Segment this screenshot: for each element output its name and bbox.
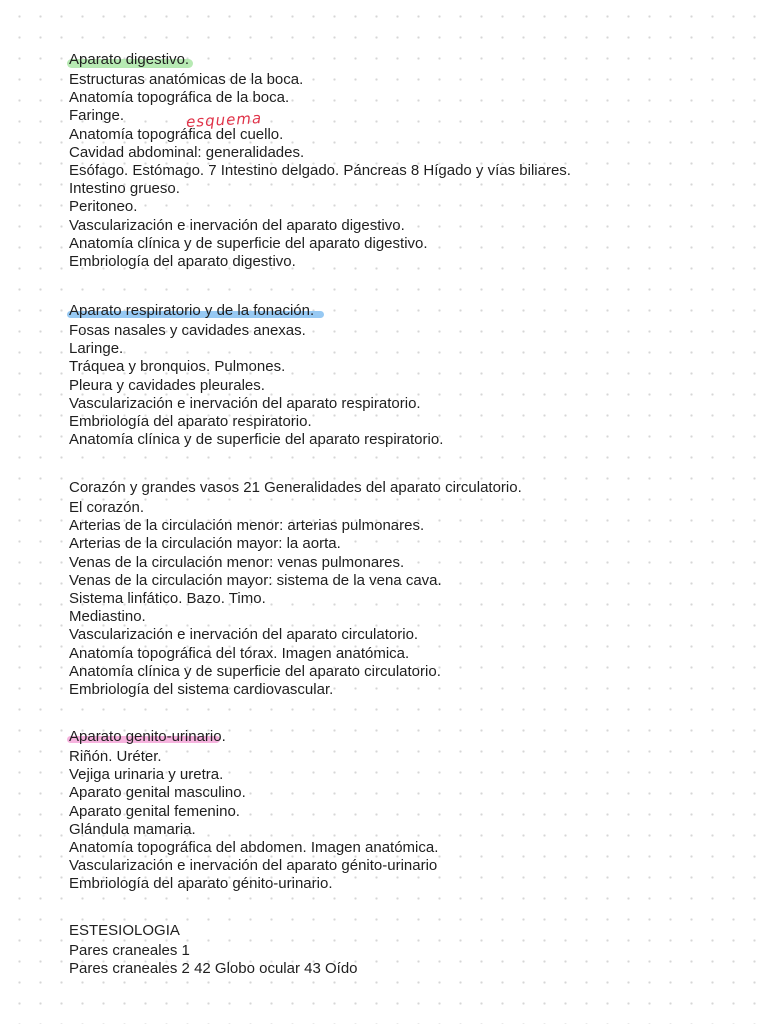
list-item: Arterias de la circulación mayor: la aorta.	[69, 535, 341, 553]
list-item: Embriología del aparato digestivo.	[69, 253, 296, 271]
list-item: Anatomía clínica y de superficie del aparato digestivo.	[69, 234, 428, 252]
topic-list	[69, 499, 522, 699]
list-item: Faringe.	[69, 107, 125, 125]
list-item: Laringe.	[69, 340, 124, 358]
list-item: Embriología del aparato respiratorio.	[69, 413, 312, 431]
topic-list	[69, 942, 358, 978]
list-item: Intestino grueso.	[69, 180, 180, 198]
list-item: Cavidad abdominal: generalidades.	[69, 143, 305, 161]
list-item: Tráquea y bronquios. Pulmones.	[69, 358, 286, 376]
list-item: Anatomía topográfica del tórax. Imagen anatómica.	[69, 644, 410, 662]
handwritten-annotation: esquema	[185, 109, 263, 131]
list-item: Vejiga urinaria y uretra.	[69, 766, 224, 784]
list-item: Embriología del sistema cardiovascular.	[69, 681, 334, 699]
section-genito-urinario	[69, 727, 438, 894]
section-circulatorio	[69, 478, 522, 699]
section-title: Corazón y grandes vasos 21 Generalidades del aparato circulatorio.	[69, 479, 522, 496]
list-item: Riñón. Uréter.	[69, 748, 162, 765]
list-item: Glándula mamaria.	[69, 820, 196, 838]
list-item: Pares craneales 2 42 Globo ocular 43 Oído	[69, 960, 358, 978]
list-item: El corazón.	[69, 499, 145, 516]
list-item: Esófago. Estómago. 7 Intestino delgado. Páncreas 8 Hígado y vías biliares.	[69, 162, 571, 180]
list-item: Mediastino.	[69, 608, 146, 626]
list-item: Aparato genital femenino.	[69, 802, 240, 820]
list-item: Vascularización e inervación del aparato génito-urinario	[69, 857, 438, 875]
list-item: Peritoneo.	[69, 198, 138, 216]
list-item: Anatomía topográfica del cuello.	[69, 125, 284, 143]
list-item: Anatomía clínica y de superficie del aparato respiratorio.	[69, 431, 444, 449]
section-respiratorio	[69, 301, 443, 449]
section-digestivo	[69, 50, 571, 271]
list-item: Anatomía clínica y de superficie del aparato circulatorio.	[69, 662, 441, 680]
topic-list	[69, 71, 571, 271]
section-heading	[69, 50, 189, 69]
list-item: Estructuras anatómicas de la boca.	[69, 71, 304, 88]
section-title: Aparato respiratorio y de la fonación.	[69, 302, 315, 319]
list-item: Pleura y cavidades pleurales.	[69, 376, 265, 394]
section-title: Aparato genito-urinario.	[69, 728, 226, 745]
list-item: Arterias de la circulación menor: arterias pulmonares.	[69, 517, 425, 535]
list-item: Aparato genital masculino.	[69, 784, 246, 802]
list-item: Anatomía topográfica de la boca.	[69, 89, 290, 107]
list-item: Anatomía topográfica del abdomen. Imagen anatómica.	[69, 839, 439, 857]
topic-list	[69, 322, 443, 449]
list-item: Vascularización e inervación del aparato circulatorio.	[69, 626, 419, 644]
list-item: Venas de la circulación menor: venas pulmonares.	[69, 553, 405, 571]
topic-list	[69, 748, 438, 894]
list-item: Vascularización e inervación del aparato respiratorio.	[69, 394, 421, 412]
section-heading	[69, 478, 522, 497]
section-heading	[69, 921, 180, 940]
section-title: ESTESIOLOGIA	[69, 922, 180, 939]
list-item: Fosas nasales y cavidades anexas.	[69, 322, 306, 339]
section-title: Aparato digestivo.	[69, 51, 190, 68]
section-heading	[69, 301, 314, 320]
list-item: Embriología del aparato génito-urinario.	[69, 875, 333, 893]
section-heading	[69, 727, 226, 746]
list-item: Sistema linfático. Bazo. Timo.	[69, 590, 266, 608]
list-item: Vascularización e inervación del aparato digestivo.	[69, 216, 405, 234]
list-item: Venas de la circulación mayor: sistema de la vena cava.	[69, 571, 442, 589]
list-item: Pares craneales 1	[69, 942, 190, 959]
section-estesiologia	[69, 921, 358, 978]
